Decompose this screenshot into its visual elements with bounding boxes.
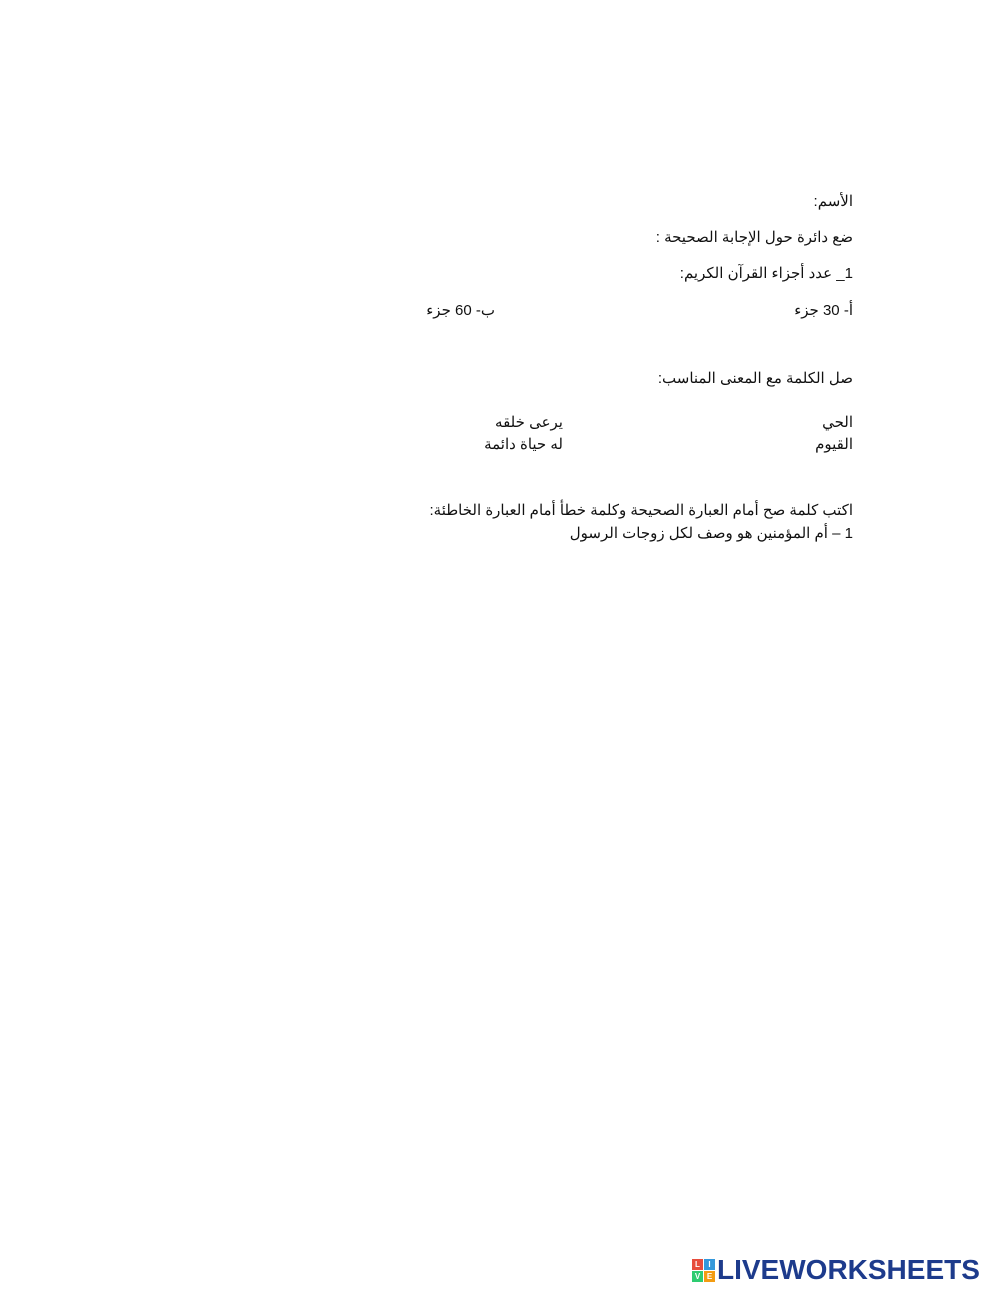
liveworksheets-watermark xyxy=(692,1255,980,1285)
section3-instruction: اكتب كلمة صح أمام العبارة الصحيحة وكلمة خطأ أمام العبارة الخاطئة: xyxy=(429,502,853,519)
option-b[interactable]: ب- 60 جزء xyxy=(426,302,495,319)
section2-instruction: صل الكلمة مع المعنى المناسب: xyxy=(657,370,853,387)
match-word-2[interactable]: القيوم xyxy=(815,436,853,453)
name-label: الأسم: xyxy=(813,193,853,210)
logo-tile: E xyxy=(704,1271,715,1282)
statement-1: 1 – أم المؤمنين هو وصف لكل زوجات الرسول xyxy=(569,525,853,542)
match-word-1[interactable]: الحي xyxy=(822,414,853,431)
option-a[interactable]: أ- 30 جزء xyxy=(794,302,853,319)
logo-tile: V xyxy=(692,1271,703,1282)
section1-instruction: ضع دائرة حول الإجابة الصحيحة : xyxy=(655,229,853,246)
logo-tile: I xyxy=(704,1259,715,1270)
match-meaning-2[interactable]: له حياة دائمة xyxy=(484,436,563,453)
match-meaning-1[interactable]: يرعى خلقه xyxy=(495,414,563,431)
logo-tile: L xyxy=(692,1259,703,1270)
watermark-text: LIVEWORKSHEETS xyxy=(717,1254,980,1285)
liveworksheets-logo-icon xyxy=(692,1259,715,1282)
question-1: 1_ عدد أجزاء القرآن الكريم: xyxy=(679,265,853,282)
